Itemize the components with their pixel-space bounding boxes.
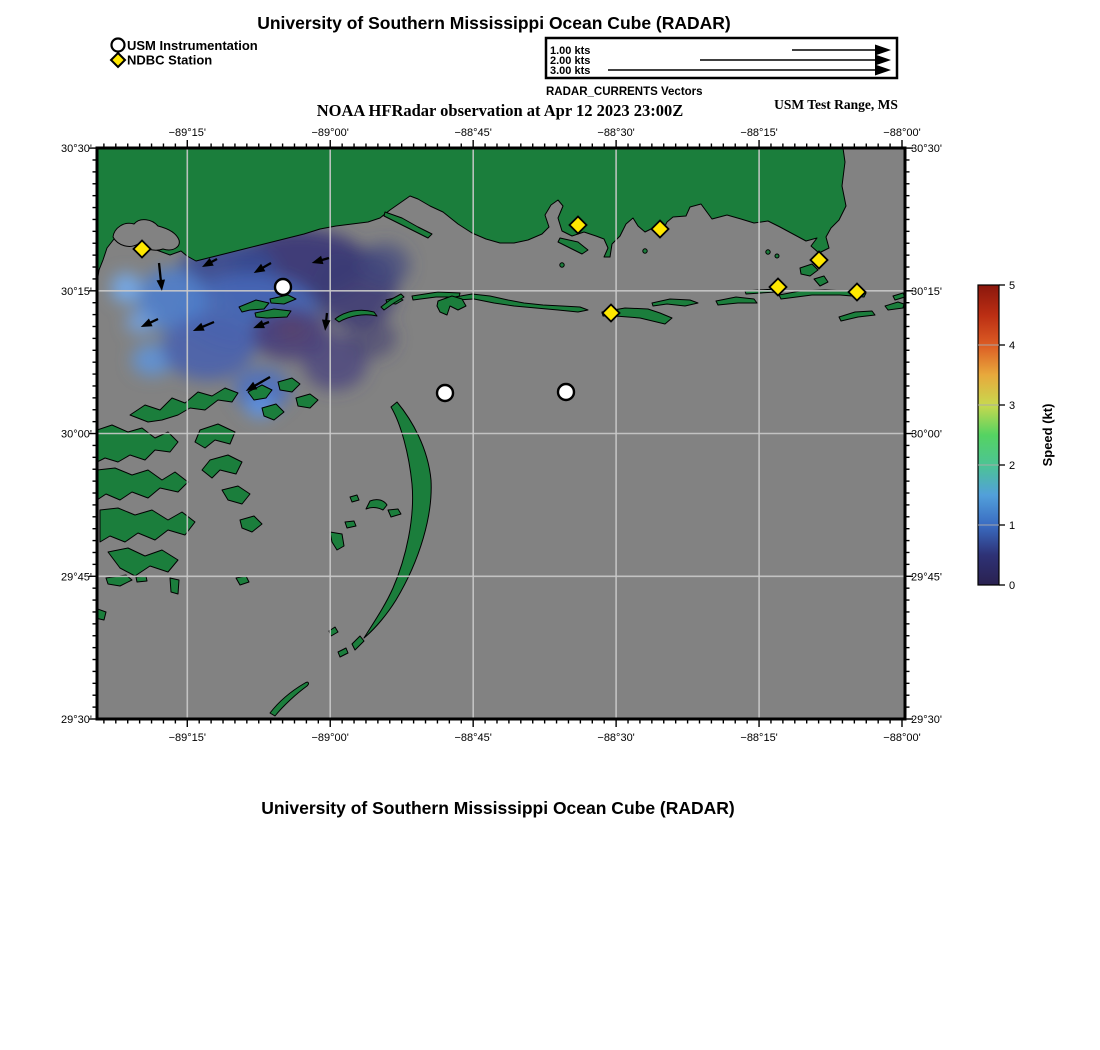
longitude-label-bottom: −88°30' (597, 732, 635, 744)
legend-ndbc-label: NDBC Station (127, 52, 213, 68)
speed-blob (276, 318, 308, 342)
colorbar-tick-label: 2 (1009, 460, 1016, 472)
colorbar-gradient-bar (978, 285, 999, 585)
test-range-label: USM Test Range, MS (774, 97, 898, 112)
legend-usm-label: USM Instrumentation (127, 38, 258, 53)
longitude-label-bottom: −88°15' (740, 732, 778, 744)
scale-2kt-label: 2.00 kts (550, 55, 591, 67)
islet (766, 250, 770, 254)
observation-subtitle: NOAA HFRadar observation at Apr 12 2023 23:00Z (316, 101, 684, 120)
vector-scale-caption: RADAR_CURRENTS Vectors (546, 86, 703, 98)
colorbar-tick-label: 5 (1009, 280, 1016, 292)
colorbar-tick-label: 4 (1009, 340, 1016, 352)
latitude-label-right: 29°45' (911, 571, 942, 584)
colorbar-tick-label: 3 (1009, 400, 1016, 412)
latitude-label-left: 30°15' (61, 285, 92, 298)
longitude-label-top: −88°45' (454, 127, 492, 139)
colorbar-axis-label: Speed (kt) (1040, 403, 1055, 467)
longitude-label-bottom: −89°00' (311, 732, 349, 744)
latitude-label-right: 30°30' (911, 143, 942, 155)
latitude-label-left: 30°30' (61, 143, 92, 155)
vector-scale-border (546, 38, 897, 78)
colorbar-tick-label: 0 (1009, 580, 1016, 592)
latitude-label-left: 29°30' (61, 714, 92, 726)
page-title-bottom: University of Southern Mississippi Ocean Cube (RADAR) (261, 798, 735, 818)
usm-instrumentation-marker (558, 384, 574, 400)
longitude-label-top: −88°00' (883, 127, 921, 139)
longitude-label-top: −88°30' (597, 127, 635, 139)
latitude-label-left: 30°00' (61, 428, 92, 441)
usm-instrumentation-marker (437, 385, 453, 401)
longitude-label-top: −89°00' (311, 127, 349, 139)
islet (643, 249, 647, 253)
longitude-label-bottom: −89°15' (168, 732, 207, 744)
longitude-label-top: −88°15' (740, 127, 778, 139)
speed-blob (111, 273, 141, 303)
scale-3kt-label: 3.00 kts (550, 65, 591, 77)
latitude-label-right: 30°00' (911, 428, 942, 441)
islet (775, 254, 779, 258)
colorbar (978, 280, 1055, 592)
speed-blob (360, 243, 410, 287)
longitude-label-top: −89°15' (168, 127, 207, 139)
latitude-label-right: 29°30' (911, 714, 942, 726)
longitude-label-bottom: −88°00' (883, 732, 921, 744)
ndbc-station-diamond-icon (111, 53, 125, 67)
islet (560, 263, 564, 267)
latitude-label-right: 30°15' (911, 285, 942, 298)
latitude-label-left: 29°45' (61, 571, 92, 584)
usm-instrumentation-marker (275, 279, 291, 295)
legend (111, 38, 258, 68)
longitude-label-bottom: −88°45' (454, 732, 492, 744)
vector-scale-box (546, 38, 897, 78)
page-title-top: University of Southern Mississippi Ocean Cube (RADAR) (257, 13, 731, 33)
colorbar-tick-label: 1 (1009, 520, 1016, 532)
speed-blob (348, 318, 396, 358)
scale-1kt-label: 1.00 kts (550, 45, 591, 57)
usm-instrumentation-circle-icon (112, 39, 125, 52)
